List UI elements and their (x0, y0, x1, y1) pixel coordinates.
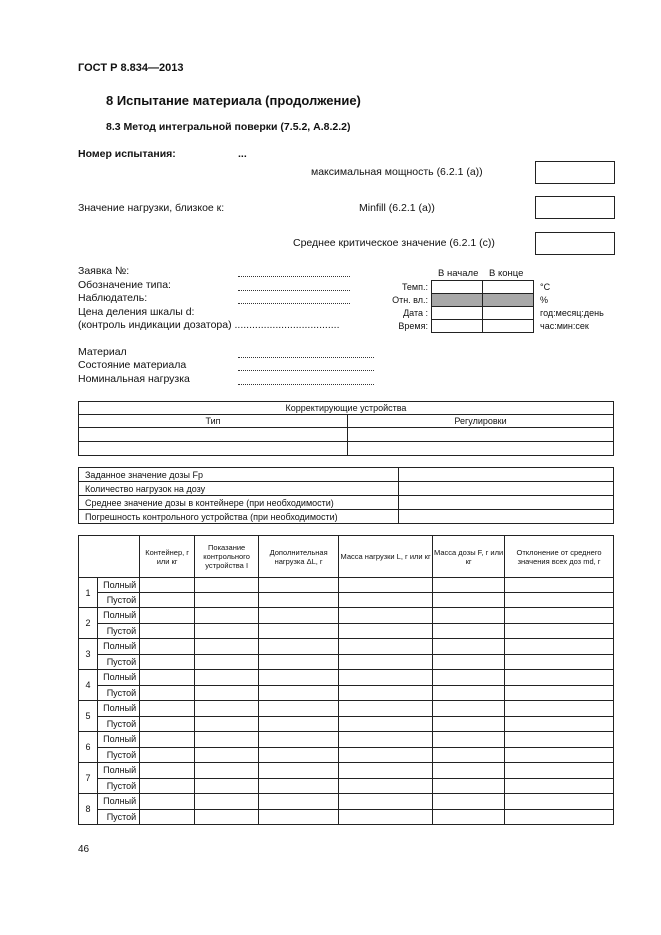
condition-row (328, 320, 620, 333)
measurement-cell[interactable] (339, 778, 433, 794)
condition-start-cell[interactable] (432, 294, 483, 307)
test-number-value: ... (238, 148, 247, 160)
measurement-table (78, 535, 614, 825)
condition-row (328, 294, 620, 307)
col-end-label: В конце (489, 268, 524, 279)
measurement-cell[interactable] (339, 763, 433, 779)
measurement-cell[interactable] (505, 716, 614, 732)
request-label: Заявка №: (78, 265, 130, 277)
minfill-field[interactable] (535, 196, 615, 219)
table-row (79, 763, 614, 779)
condition-start-cell[interactable] (432, 281, 483, 294)
measurement-cell[interactable] (259, 732, 339, 748)
material-field[interactable] (238, 348, 374, 358)
measurement-cell[interactable] (259, 670, 339, 686)
critical-field[interactable] (535, 232, 615, 255)
measurement-cell[interactable] (140, 623, 195, 639)
measurement-cell[interactable] (339, 623, 433, 639)
conditions-table (328, 280, 620, 333)
table-row (79, 639, 614, 655)
measurement-cell[interactable] (505, 685, 614, 701)
measurement-cell[interactable] (505, 670, 614, 686)
condition-label: Темп.: (401, 282, 428, 292)
measurement-cell[interactable] (433, 701, 505, 717)
measurement-cell[interactable] (195, 578, 259, 593)
measurement-cell[interactable] (433, 639, 505, 655)
measurement-cell[interactable] (259, 716, 339, 732)
measurement-cell[interactable] (140, 747, 195, 763)
measurement-cell[interactable] (505, 747, 614, 763)
measurement-cell[interactable] (195, 654, 259, 670)
measurement-cell[interactable] (505, 794, 614, 810)
measurement-cell[interactable] (195, 747, 259, 763)
measurement-cell[interactable] (433, 716, 505, 732)
minfill-label: Minfill (6.2.1 (a)) (359, 202, 435, 214)
measurement-cell[interactable] (140, 578, 195, 593)
measurement-cell[interactable] (259, 794, 339, 810)
measurement-cell[interactable] (140, 732, 195, 748)
row-number: 3 (79, 639, 98, 670)
row-number: 6 (79, 732, 98, 763)
state-field[interactable] (238, 361, 374, 371)
measurement-cell[interactable] (195, 732, 259, 748)
critical-label: Среднее критическое значение (6.2.1 (c)) (293, 237, 495, 249)
measurement-cell[interactable] (259, 654, 339, 670)
condition-label: Время: (398, 321, 428, 331)
request-field[interactable] (238, 267, 350, 277)
section-title: 8 Испытание материала (продолжение) (106, 93, 361, 108)
measurement-cell[interactable] (259, 578, 339, 593)
table-row (79, 608, 614, 624)
correction-type-cell[interactable] (79, 428, 348, 442)
measurement-cell[interactable] (140, 639, 195, 655)
table-row (79, 578, 614, 593)
state-label: Состояние материала (78, 359, 187, 371)
measurement-cell[interactable] (140, 809, 195, 825)
col-start-label: В начале (438, 268, 479, 279)
row-full-label: Полный (98, 608, 140, 624)
row-empty-label: Пустой (98, 716, 140, 732)
measurement-cell[interactable] (195, 685, 259, 701)
table-row (79, 732, 614, 748)
table-row (79, 747, 614, 763)
condition-unit: час:мин:сек (540, 321, 589, 331)
measurement-cell[interactable] (140, 685, 195, 701)
table-row (79, 623, 614, 639)
section-subtitle: 8.3 Метод интегральной поверки (7.5.2, А.8.2.2) (106, 121, 351, 133)
correction-col-type: Тип (79, 415, 348, 428)
condition-end-cell[interactable] (483, 307, 534, 320)
row-empty-label: Пустой (98, 654, 140, 670)
nominal-label: Номинальная нагрузка (78, 373, 190, 385)
measurement-cell[interactable] (505, 654, 614, 670)
measurement-cell[interactable] (505, 578, 614, 593)
page-number: 46 (78, 844, 90, 855)
row-empty-label: Пустой (98, 778, 140, 794)
measurement-cell[interactable] (140, 778, 195, 794)
measurement-cell[interactable] (339, 716, 433, 732)
measurement-cell[interactable] (505, 763, 614, 779)
condition-row (328, 281, 620, 294)
max-power-label: максимальная мощность (6.2.1 (a)) (311, 166, 483, 178)
max-power-field[interactable] (535, 161, 615, 184)
table-row (79, 794, 614, 810)
condition-label: Отн. вл.: (392, 295, 428, 305)
type-label: Обозначение типа: (78, 279, 171, 291)
test-number-label: Номер испытания: (78, 148, 176, 160)
nominal-field[interactable] (238, 375, 374, 385)
correction-table (78, 401, 614, 456)
load-label: Значение нагрузки, близкое к: (78, 202, 225, 214)
header-blank (79, 536, 140, 578)
measurement-cell[interactable] (339, 732, 433, 748)
measurement-cell[interactable] (140, 608, 195, 624)
measurement-cell[interactable] (505, 639, 614, 655)
control-label: (контроль индикации дозатора) .................................... (78, 319, 340, 331)
measurement-cell[interactable] (140, 593, 195, 608)
condition-start-cell[interactable] (432, 320, 483, 333)
header-container: Контейнер, г или кг (140, 536, 195, 578)
measurement-cell[interactable] (259, 701, 339, 717)
measurement-cell[interactable] (259, 778, 339, 794)
measurement-cell[interactable] (505, 778, 614, 794)
measurement-cell[interactable] (195, 639, 259, 655)
measurement-cell[interactable] (259, 809, 339, 825)
measurement-cell[interactable] (195, 716, 259, 732)
row-full-label: Полный (98, 578, 140, 593)
table-row (79, 670, 614, 686)
measurement-cell[interactable] (140, 701, 195, 717)
row-empty-label: Пустой (98, 685, 140, 701)
row-number: 8 (79, 794, 98, 825)
correction-adjust-cell[interactable] (348, 428, 614, 442)
measurement-cell[interactable] (339, 654, 433, 670)
condition-unit: % (540, 295, 549, 305)
dose-label: Погрешность контрольного устройства (при необходимости) (79, 510, 399, 524)
table-row (79, 701, 614, 717)
measurement-cell[interactable] (140, 794, 195, 810)
condition-unit: °C (540, 282, 551, 292)
measurement-cell[interactable] (433, 670, 505, 686)
dose-table (78, 467, 614, 524)
header-additional-load: Дополнительная нагрузка ΔL, г (259, 536, 339, 578)
row-full-label: Полный (98, 639, 140, 655)
dose-label: Заданное значение дозы Fp (79, 468, 399, 482)
row-full-label: Полный (98, 670, 140, 686)
table-row (79, 778, 614, 794)
scale-label: Цена деления шкалы d: (78, 306, 195, 318)
measurement-cell[interactable] (339, 578, 433, 593)
correction-adjust-cell[interactable] (348, 442, 614, 456)
condition-end-cell[interactable] (483, 281, 534, 294)
measurement-cell[interactable] (339, 608, 433, 624)
measurement-cell[interactable] (433, 732, 505, 748)
measurement-cell[interactable] (195, 670, 259, 686)
measurement-cell[interactable] (433, 623, 505, 639)
correction-type-cell[interactable] (79, 442, 348, 456)
measurement-cell[interactable] (259, 639, 339, 655)
header-dose-mass: Масса дозы F, г или кг (433, 536, 505, 578)
table-row (79, 809, 614, 825)
measurement-cell[interactable] (339, 670, 433, 686)
measurement-cell[interactable] (433, 608, 505, 624)
measurement-cell[interactable] (259, 593, 339, 608)
measurement-cell[interactable] (339, 794, 433, 810)
measurement-cell[interactable] (505, 809, 614, 825)
table-row (79, 654, 614, 670)
measurement-cell[interactable] (140, 716, 195, 732)
row-empty-label: Пустой (98, 747, 140, 763)
row-empty-label: Пустой (98, 593, 140, 608)
measurement-cell[interactable] (505, 701, 614, 717)
measurement-cell[interactable] (433, 809, 505, 825)
dose-value-cell[interactable] (399, 468, 614, 482)
dose-label: Количество нагрузок на дозу (79, 482, 399, 496)
row-full-label: Полный (98, 763, 140, 779)
measurement-cell[interactable] (339, 685, 433, 701)
row-empty-label: Пустой (98, 623, 140, 639)
measurement-cell[interactable] (140, 654, 195, 670)
measurement-cell[interactable] (195, 778, 259, 794)
measurement-cell[interactable] (433, 763, 505, 779)
condition-label: Дата : (403, 308, 428, 318)
measurement-cell[interactable] (433, 778, 505, 794)
header-deviation: Отклонение от среднего значения всех доз md, г (505, 536, 614, 578)
condition-end-cell[interactable] (483, 320, 534, 333)
condition-unit: год:месяц:день (540, 308, 604, 318)
measurement-cell[interactable] (195, 763, 259, 779)
measurement-cell[interactable] (259, 623, 339, 639)
measurement-cell[interactable] (339, 593, 433, 608)
measurement-cell[interactable] (339, 639, 433, 655)
header-indication: Показание контрольного устройства I (195, 536, 259, 578)
measurement-cell[interactable] (339, 809, 433, 825)
measurement-cell[interactable] (259, 685, 339, 701)
material-label: Материал (78, 346, 127, 358)
measurement-cell[interactable] (195, 593, 259, 608)
measurement-cell[interactable] (339, 701, 433, 717)
measurement-cell[interactable] (195, 623, 259, 639)
row-number: 4 (79, 670, 98, 701)
condition-row (328, 307, 620, 320)
condition-start-cell[interactable] (432, 307, 483, 320)
measurement-cell[interactable] (259, 747, 339, 763)
table-row (79, 593, 614, 608)
table-row (79, 716, 614, 732)
measurement-cell[interactable] (140, 670, 195, 686)
row-number: 7 (79, 763, 98, 794)
row-full-label: Полный (98, 732, 140, 748)
row-number: 5 (79, 701, 98, 732)
measurement-cell[interactable] (195, 608, 259, 624)
measurement-cell[interactable] (195, 701, 259, 717)
dose-value-cell[interactable] (399, 496, 614, 510)
measurement-cell[interactable] (433, 654, 505, 670)
header-load-mass: Масса нагрузки L, г или кг (339, 536, 433, 578)
measurement-cell[interactable] (505, 623, 614, 639)
measurement-cell[interactable] (505, 732, 614, 748)
measurement-cell[interactable] (259, 763, 339, 779)
measurement-cell[interactable] (339, 747, 433, 763)
condition-end-cell[interactable] (483, 294, 534, 307)
observer-label: Наблюдатель: (78, 292, 148, 304)
measurement-cell[interactable] (140, 763, 195, 779)
measurement-cell[interactable] (505, 593, 614, 608)
measurement-cell[interactable] (433, 747, 505, 763)
measurement-cell[interactable] (505, 608, 614, 624)
dose-value-cell[interactable] (399, 510, 614, 524)
table-row (79, 685, 614, 701)
correction-title: Корректирующие устройства (79, 402, 614, 415)
row-full-label: Полный (98, 794, 140, 810)
dose-value-cell[interactable] (399, 482, 614, 496)
row-full-label: Полный (98, 701, 140, 717)
row-number: 2 (79, 608, 98, 639)
measurement-cell[interactable] (433, 794, 505, 810)
measurement-cell[interactable] (433, 685, 505, 701)
correction-col-adjust: Регулировки (348, 415, 614, 428)
dose-label: Среднее значение дозы в контейнере (при необходимости) (79, 496, 399, 510)
measurement-header-row (79, 536, 614, 578)
measurement-cell[interactable] (195, 809, 259, 825)
row-empty-label: Пустой (98, 809, 140, 825)
measurement-cell[interactable] (259, 608, 339, 624)
standard-header: ГОСТ Р 8.834—2013 (78, 62, 184, 74)
measurement-cell[interactable] (195, 794, 259, 810)
row-number: 1 (79, 578, 98, 608)
measurement-cell[interactable] (433, 593, 505, 608)
measurement-cell[interactable] (433, 578, 505, 593)
